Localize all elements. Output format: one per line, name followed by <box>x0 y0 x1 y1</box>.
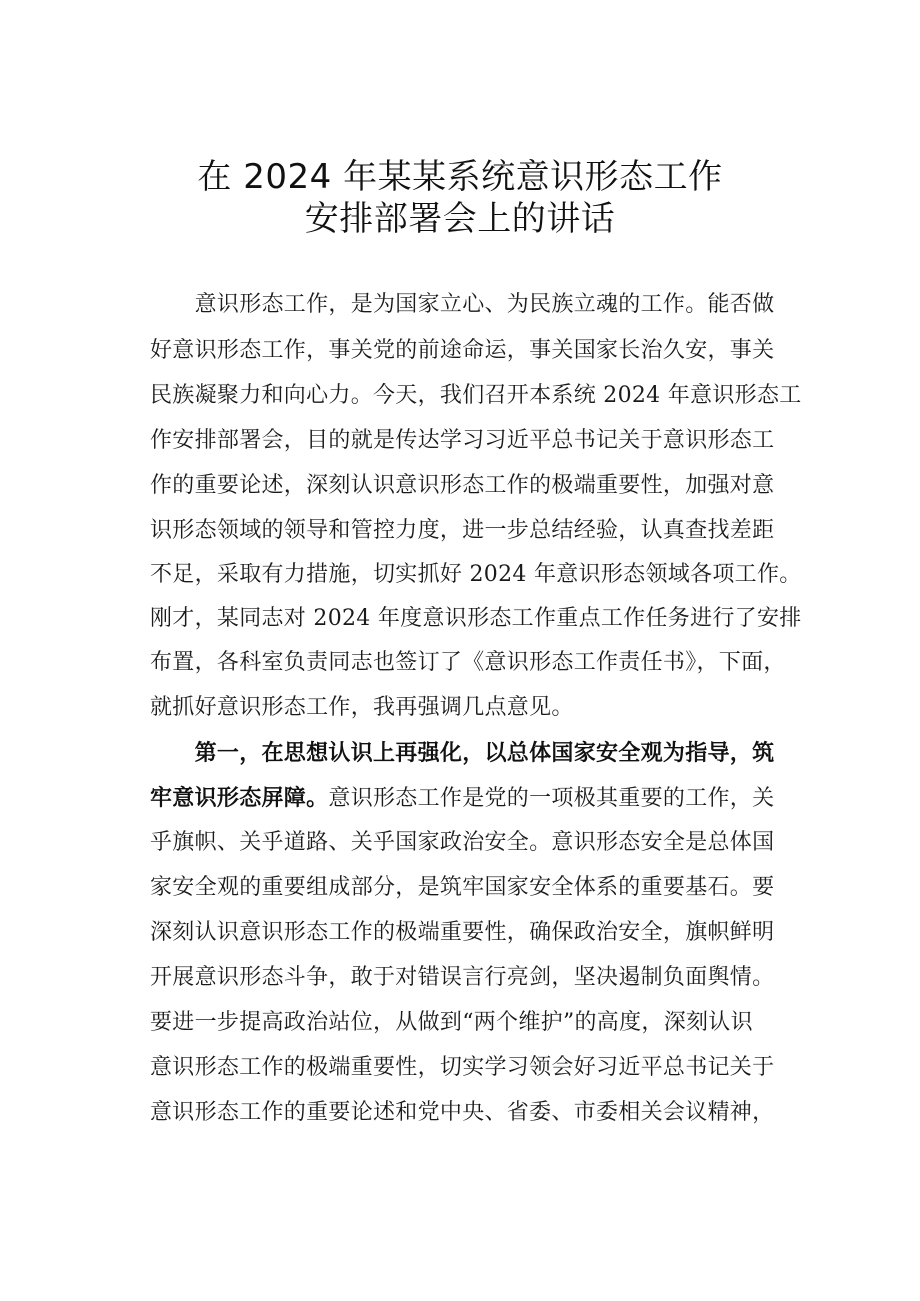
paragraph-1-line: 布置，各科室负责同志也签订了《意识形态工作责任书》，下面， <box>150 650 786 675</box>
paragraph-1-line: 意识形态工作，是为国家立心、为民族立魂的工作。能否做 <box>150 292 775 317</box>
document-title-line-1: 在 2024 年某某系统意识形态工作 <box>197 157 723 197</box>
paragraph-1-line: 就抓好意识形态工作，我再强调几点意见。 <box>150 695 574 720</box>
paragraph-1-line: 民族凝聚力和向心力。今天，我们召开本系统 2024 年意识形态工 <box>150 383 802 408</box>
paragraph-2-line: 要进一步提高政治站位，从做到“两个维护”的高度，深刻认识 <box>150 1010 753 1035</box>
paragraph-1-line: 不足，采取有力措施，切实抓好 2024 年意识形态领域各项工作。 <box>150 562 802 587</box>
paragraph-2-line: 深刻认识意识形态工作的极端重要性，确保政治安全，旗帜鲜明 <box>150 920 775 945</box>
paragraph-2-line-text: 意识形态工作是党的一项极其重要的工作，关 <box>328 786 775 811</box>
paragraph-2-line: 乎旗帜、关乎道路、关乎国家政治安全。意识形态安全是总体国 <box>150 830 775 855</box>
paragraph-1-line: 好意识形态工作，事关党的前途命运，事关国家长治久安，事关 <box>150 338 775 363</box>
paragraph-1-line: 识形态领域的领导和管控力度，进一步总结经验，认真查找差距 <box>150 518 775 543</box>
paragraph-2-line <box>150 783 810 814</box>
paragraph-2-line: 家安全观的重要组成部分，是筑牢国家安全体系的重要基石。要 <box>150 875 775 900</box>
paragraph-1-line: 刚才，某同志对 2024 年度意识形态工作重点工作任务进行了安排 <box>150 606 802 631</box>
section-heading-line-1: 第一，在思想认识上再强化，以总体国家安全观为指导，筑 <box>150 740 775 766</box>
paragraph-2-line: 意识形态工作的极端重要性，切实学习领会好习近平总书记关于 <box>150 1055 775 1080</box>
paragraph-2-line: 开展意识形态斗争，敢于对错误言行亮剑，坚决遏制负面舆情。 <box>150 965 775 990</box>
section-heading-line-2: 牢意识形态屏障。 <box>150 785 329 811</box>
paragraph-2-line: 意识形态工作的重要论述和党中央、省委、市委相关会议精神， <box>150 1100 775 1125</box>
document-title-line-2: 安排部署会上的讲话 <box>304 199 616 239</box>
paragraph-1-line: 作安排部署会，目的就是传达学习习近平总书记关于意识形态工 <box>150 428 775 453</box>
paragraph-1-line: 作的重要论述，深刻认识意识形态工作的极端重要性，加强对意 <box>150 473 775 498</box>
